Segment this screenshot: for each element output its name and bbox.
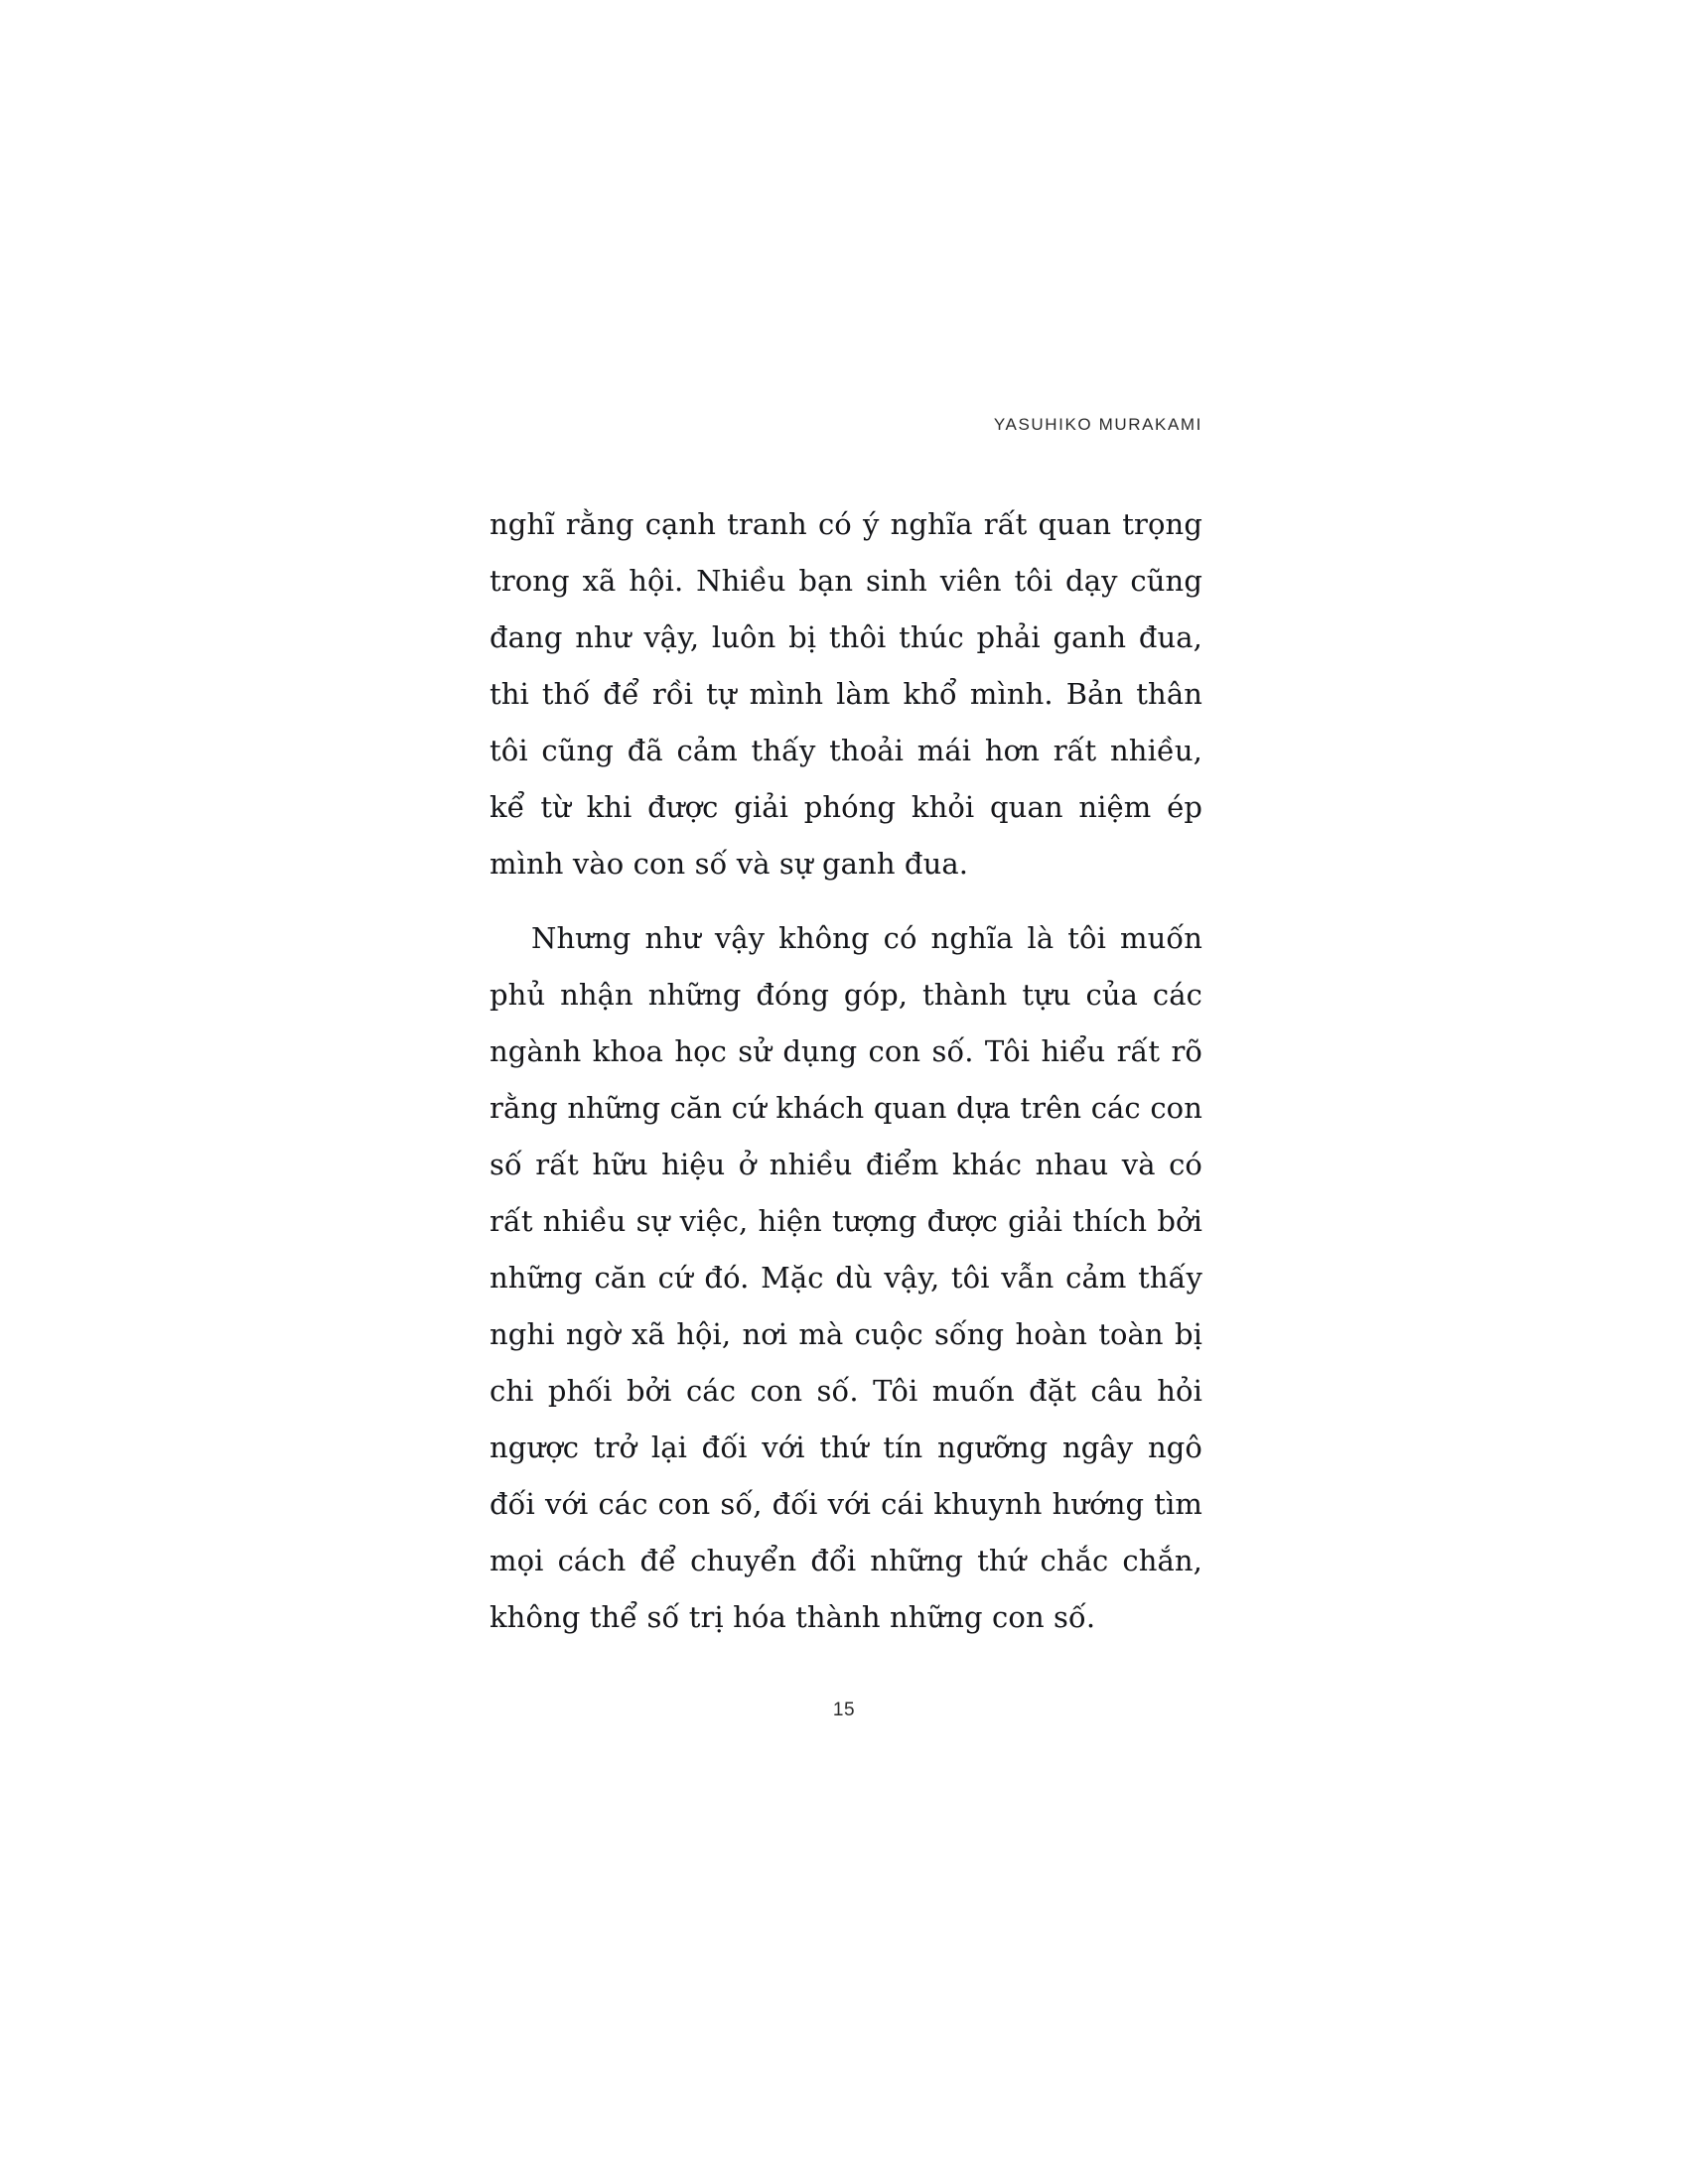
body-text: [490, 496, 1202, 1646]
running-head: YASUHIKO MURAKAMI: [993, 415, 1202, 434]
page-number: 15: [832, 1700, 856, 1720]
paragraph: Nhưng như vậy không có nghĩa là tôi muốn phủ nhận những đóng góp, thành tựu của các ngành khoa học sử dụng con số. Tôi hiểu rất rõ rằng những căn cứ khách quan dựa trên các con số rất hữu hiệu ở nhiều điểm khác nhau và có rất nhiều sự việc, hiện tượng được giải thích bởi những căn cứ đó. Mặc dù vậy, tôi vẫn cảm thấy nghi ngờ xã hội, nơi mà cuộc sống hoàn toàn bị chi phối bởi các con số. Tôi muốn đặt câu hỏi ngược trở lại đối với thứ tín ngưỡng ngây ngô đối với các con số, đối với cái khuynh hướng tìm mọi cách để chuyển đổi những thứ chắc chắn, không thể số trị hóa thành những con số.: [490, 921, 1202, 1634]
paragraph: nghĩ rằng cạnh tranh có ý nghĩa rất quan trọng trong xã hội. Nhiều bạn sinh viên tôi dạy cũng đang như vậy, luôn bị thôi thúc phải ganh đua, thi thố để rồi tự mình làm khổ mình. Bản thân tôi cũng đã cảm thấy thoải mái hơn rất nhiều, kể từ khi được giải phóng khỏi quan niệm ép mình vào con số và sự ganh đua.: [490, 507, 1202, 881]
